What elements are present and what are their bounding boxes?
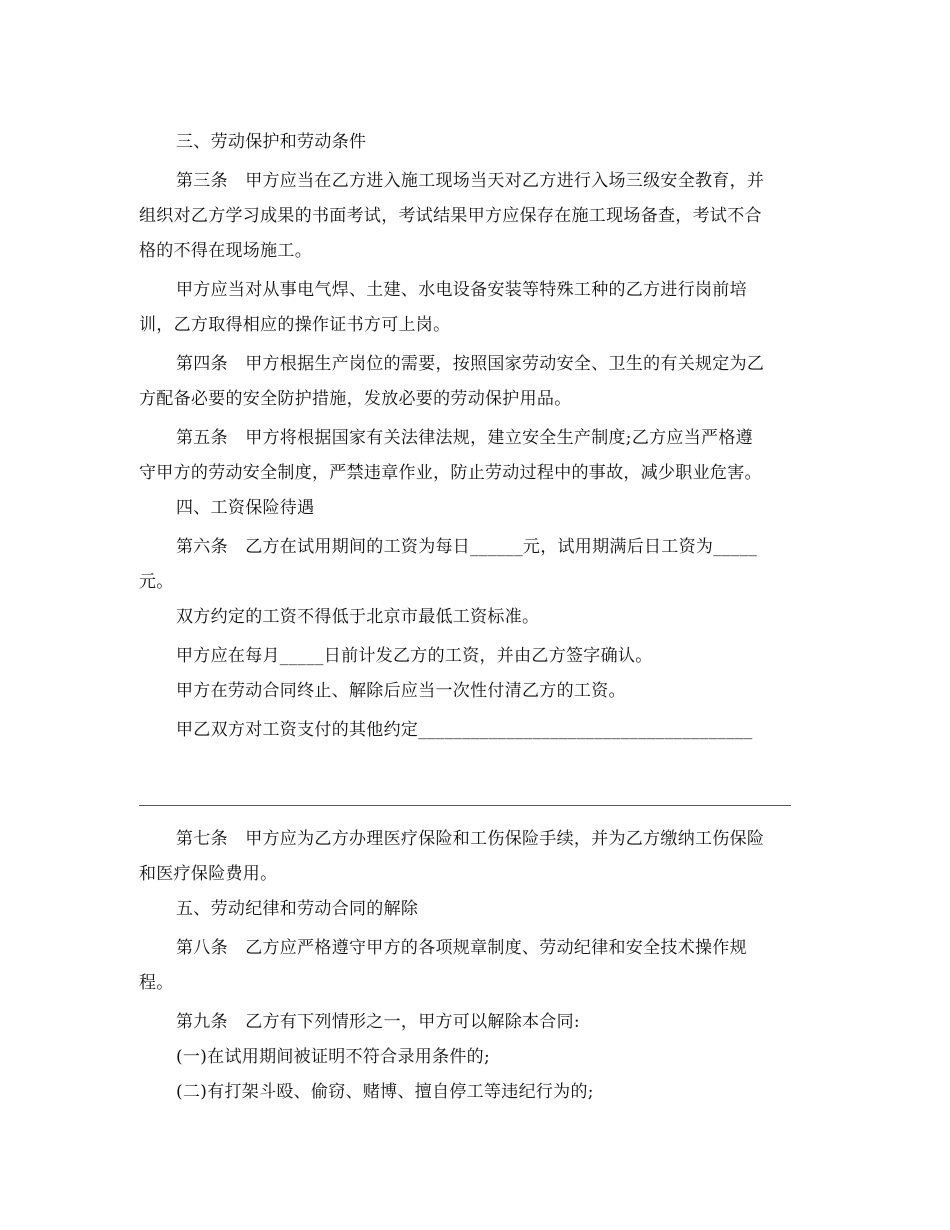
article-3-line-2: 组织对乙方学习成果的书面考试，考试结果甲方应保存在施工现场备查，考试不合 bbox=[139, 206, 762, 226]
training-paragraph-line-1: 甲方应当对从事电气焊、土建、水电设备安装等特殊工种的乙方进行岗前培 bbox=[176, 280, 747, 300]
list-item-1: (一)在试用期间被证明不符合录用条件的; bbox=[176, 1047, 490, 1067]
article-7-line-2: 和医疗保险费用。 bbox=[139, 864, 278, 884]
list-item-2: (二)有打架斗殴、偷窃、赌博、擅自停工等违纪行为的; bbox=[176, 1082, 594, 1102]
blank-fill-rule bbox=[139, 805, 791, 806]
article-3-line-3: 格的不得在现场施工。 bbox=[139, 241, 312, 261]
article-7-line-1: 第七条 甲方应为乙方办理医疗保险和工伤保险手续，并为乙方缴纳工伤保险 bbox=[176, 829, 765, 849]
article-6-line-1: 第六条 乙方在试用期间的工资为每日______元，试用期满后日工资为_____ bbox=[176, 537, 758, 557]
article-3-line-1: 第三条 甲方应当在乙方进入施工现场当天对乙方进行入场三级安全教育，并 bbox=[176, 171, 765, 191]
article-8-line-1: 第八条 乙方应严格遵守甲方的各项规章制度、劳动纪律和安全技术操作规 bbox=[176, 938, 747, 958]
training-paragraph-line-2: 训，乙方取得相应的操作证书方可上岗。 bbox=[139, 315, 451, 335]
section-heading-labor-protection: 三、劳动保护和劳动条件 bbox=[176, 132, 367, 152]
section-heading-discipline: 五、劳动纪律和劳动合同的解除 bbox=[176, 899, 419, 919]
article-4-line-2: 方配备必要的安全防护措施，发放必要的劳动保护用品。 bbox=[139, 389, 572, 409]
payday-paragraph: 甲方应在每月_____日前计发乙方的工资，并由乙方签字确认。 bbox=[176, 646, 653, 666]
final-payment-paragraph: 甲方在劳动合同终止、解除后应当一次性付清乙方的工资。 bbox=[176, 681, 626, 701]
article-5-line-1: 第五条 甲方将根据国家有关法律法规，建立安全生产制度;乙方应当严格遵 bbox=[176, 428, 753, 448]
other-wage-agreement-line: 甲乙双方对工资支付的其他约定______________________________________ bbox=[176, 720, 753, 740]
section-heading-wages: 四、工资保险待遇 bbox=[176, 498, 315, 518]
article-6-line-2: 元。 bbox=[139, 572, 174, 592]
minimum-wage-paragraph: 双方约定的工资不得低于北京市最低工资标准。 bbox=[176, 607, 540, 627]
article-5-line-2: 守甲方的劳动安全制度，严禁违章作业，防止劳动过程中的事故，减少职业危害。 bbox=[139, 463, 762, 483]
article-4-line-1: 第四条 甲方根据生产岗位的需要，按照国家劳动安全、卫生的有关规定为乙 bbox=[176, 354, 765, 374]
article-9-line-1: 第九条 乙方有下列情形之一，甲方可以解除本合同: bbox=[176, 1012, 580, 1032]
article-8-line-2: 程。 bbox=[139, 973, 174, 993]
